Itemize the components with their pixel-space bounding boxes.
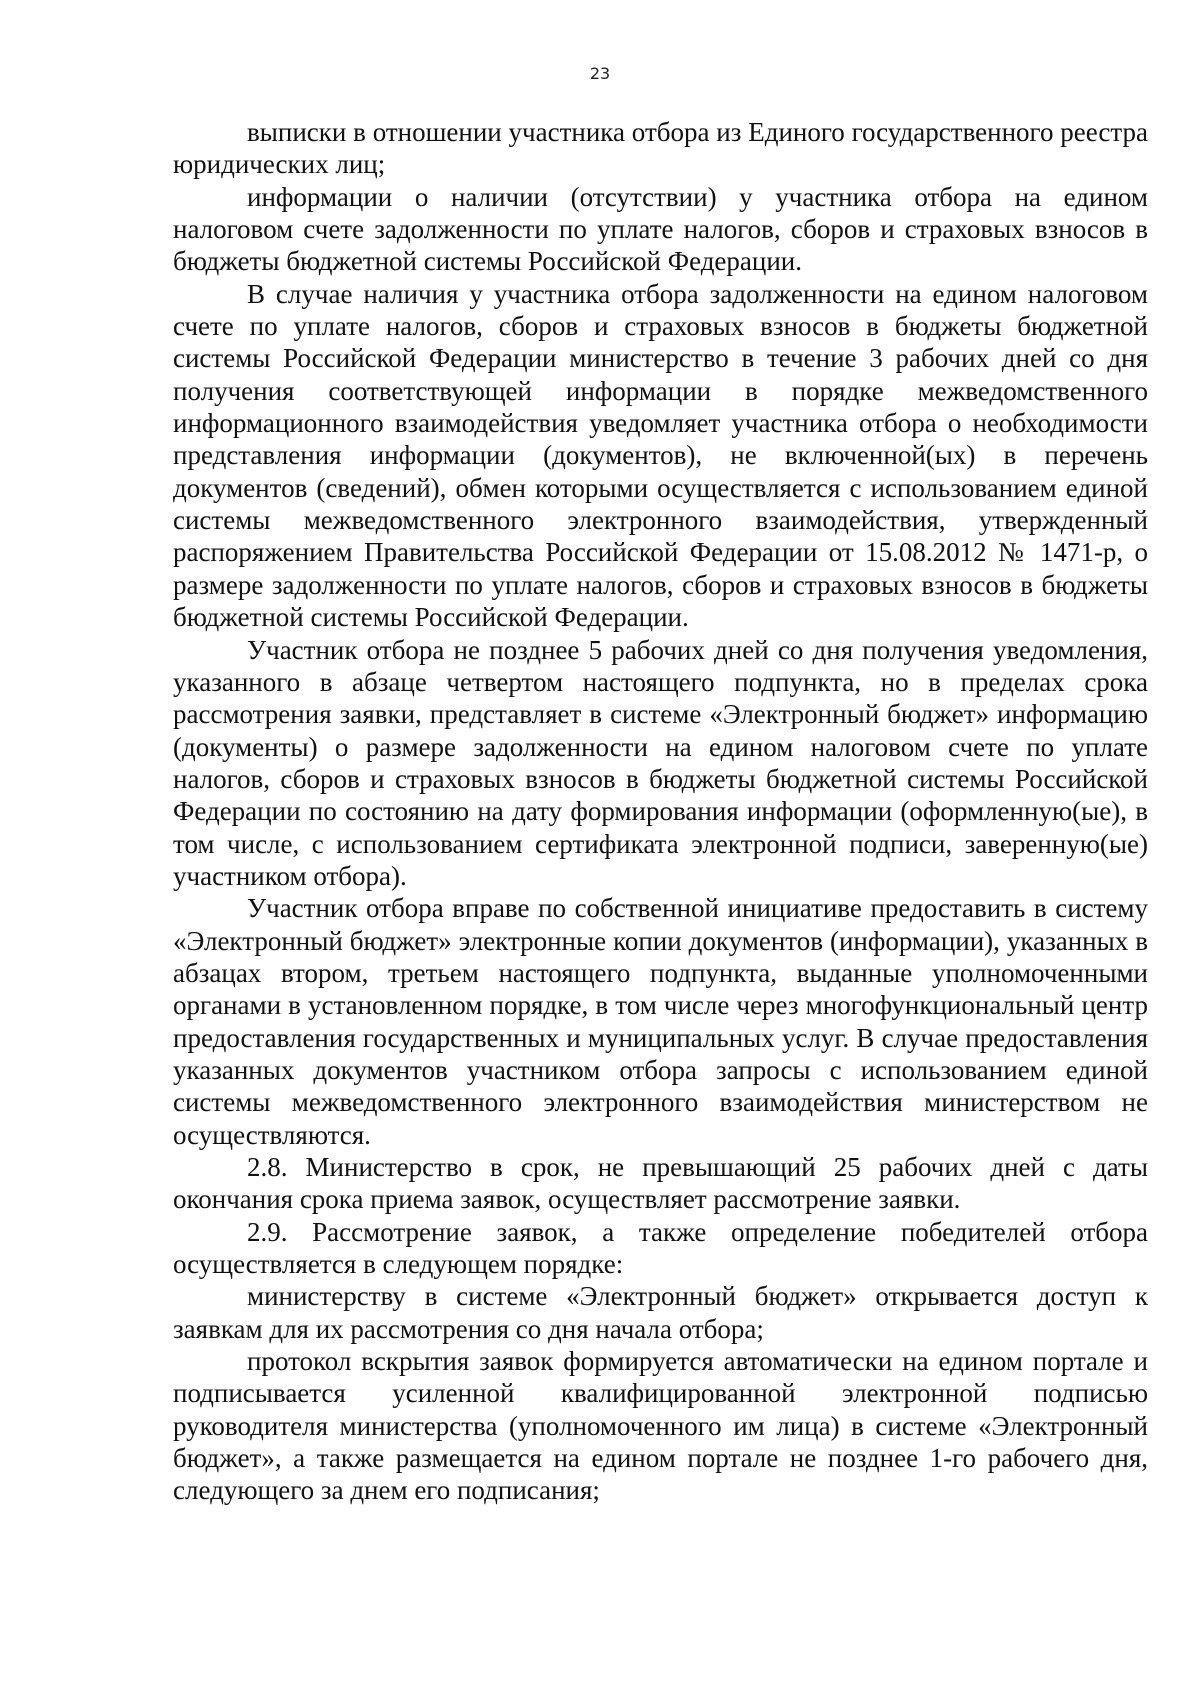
paragraph-extract-egrul: выписки в отношении участника отбора из Единого государственного реестра юридических лиц; — [173, 117, 1148, 180]
document-body — [173, 116, 1148, 1507]
paragraph-tax-debt-info: информации о наличии (отсутствии) у участника отбора на едином налоговом счете задолженности по уплате налогов, сборов и страховых взносов в бюджеты бюджетной системы Российской Федерации. — [173, 181, 1148, 277]
paragraph-access-to-applications: министерству в системе «Электронный бюджет» открывается доступ к заявкам для их рассмотрения со дня начала отбора; — [173, 1281, 1148, 1344]
paragraph-clause-2-9: 2.9. Рассмотрение заявок, а также определение победителей отбора осуществляется в следующем порядке: — [173, 1216, 1148, 1280]
paragraph-debt-notification: В случае наличия у участника отбора задолженности на едином налоговом счете по уплате налогов, сборов и страховых взносов в бюджеты бюджетной системы Российской Федерации министерство в течение 3 рабочих дней со дня получения соответствующей информации в порядке межведомственного информационного взаимодействия уведомляет участника отбора о необходимости представления информации (документов), не включенной(ых) в перечень документов (сведений), обмен которыми осуществляется с использованием единой системы межведомственного электронного взаимодействия, утвержденный распоряжением Правительства Российской Федерации от 15.08.2012 № 1471-р, о размере задолженности по уплате налогов, сборов и страховых взносов в бюджеты бюджетной системы Российской Федерации. — [173, 278, 1148, 633]
paragraph-clause-2-8: 2.8. Министерство в срок, не превышающий 25 рабочих дней с даты окончания срока приема заявок, осуществляет рассмотрение заявки. — [173, 1152, 1148, 1215]
paragraph-opening-protocol: протокол вскрытия заявок формируется автоматически на едином портале и подписывается усиленной квалифицированной электронной подписью руководителя министерства (уполномоченного им лица) в системе «Электронный бюджет», а также размещается на едином портале не позднее 1-го рабочего дня, следующего за днем его подписания; — [173, 1346, 1148, 1506]
page-number: 23 — [589, 64, 611, 83]
paragraph-participant-response: Участник отбора не позднее 5 рабочих дней со дня получения уведомления, указанного в абзаце четвертом настоящего подпункта, но в пределах срока рассмотрения заявки, представляет в системе «Электронный бюджет» информацию (документы) о размере задолженности на едином налоговом счете по уплате налогов, сборов и страховых взносов в бюджеты бюджетной системы Российской Федерации по состоянию на дату формирования информации (оформленную(ые), в том числе, с использованием сертификата электронной подписи, заверенную(ые) участником отбора). — [173, 634, 1148, 891]
paragraph-own-initiative: Участник отбора вправе по собственной инициативе предоставить в систему «Электронный бюджет» электронные копии документов (информации), указанных в абзацах втором, третьем настоящего подпункта, выданные уполномоченными органами в установленном порядке, в том числе через многофункциональный центр предоставления государственных и муниципальных услуг. В случае предоставления указанных документов участником отбора запросы с использованием единой системы межведомственного электронного взаимодействия министерством не осуществляются. — [173, 893, 1148, 1150]
